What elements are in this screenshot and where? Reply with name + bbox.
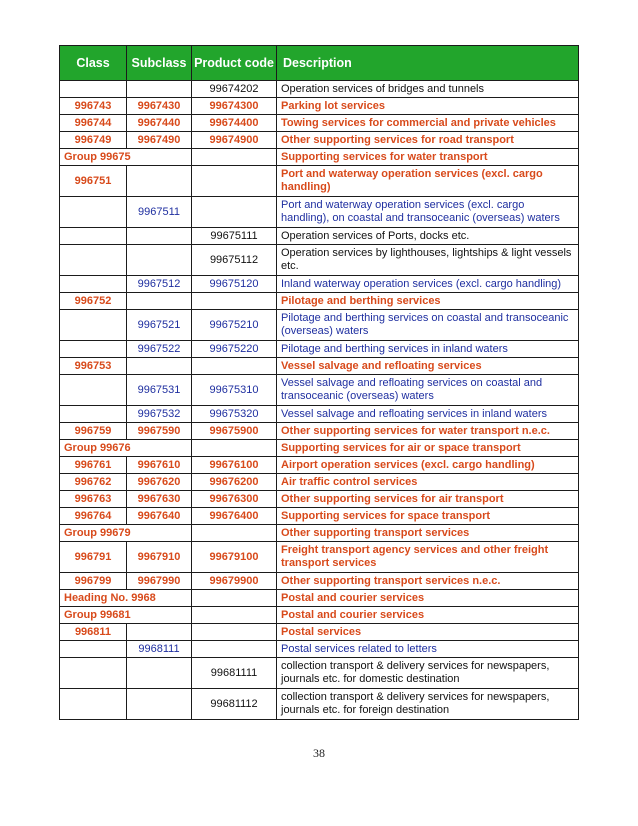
description-cell: Supporting services for water transport — [277, 149, 579, 166]
code-cell — [192, 197, 277, 228]
code-cell: 99674202 — [192, 81, 277, 98]
subclass-cell — [127, 245, 192, 276]
class-cell: 996751 — [60, 166, 127, 197]
description-cell: Operation services by lighthouses, lightships & light vessels etc. — [277, 245, 579, 276]
subclass-cell: 9967512 — [127, 276, 192, 293]
subclass-cell: 9967610 — [127, 457, 192, 474]
description-cell: Postal services — [277, 624, 579, 641]
code-cell: 99675120 — [192, 276, 277, 293]
description-cell: Inland waterway operation services (excl. cargo handling) — [277, 276, 579, 293]
code-cell — [192, 149, 277, 166]
header-description: Description — [277, 46, 579, 81]
description-cell: Airport operation services (excl. cargo handling) — [277, 457, 579, 474]
table-row — [60, 689, 579, 720]
class-cell: 996744 — [60, 115, 127, 132]
code-cell: 99679900 — [192, 573, 277, 590]
description-cell: Postal and courier services — [277, 607, 579, 624]
group-row — [60, 525, 579, 542]
description-cell: Air traffic control services — [277, 474, 579, 491]
subclass-cell: 9967910 — [127, 542, 192, 573]
table-row — [60, 508, 579, 525]
code-cell: 99681112 — [192, 689, 277, 720]
table-row — [60, 358, 579, 375]
code-cell: 99675310 — [192, 375, 277, 406]
class-cell: 996752 — [60, 293, 127, 310]
class-cell: 996762 — [60, 474, 127, 491]
subclass-cell: 9967511 — [127, 197, 192, 228]
code-cell: 99674900 — [192, 132, 277, 149]
class-cell: 996811 — [60, 624, 127, 641]
code-cell — [192, 641, 277, 658]
group-row — [60, 149, 579, 166]
table-row — [60, 658, 579, 689]
table-row — [60, 542, 579, 573]
header-subclass: Subclass — [127, 46, 192, 81]
group-row — [60, 440, 579, 457]
table-row — [60, 406, 579, 423]
subclass-cell — [127, 358, 192, 375]
description-cell: Supporting services for space transport — [277, 508, 579, 525]
subclass-cell: 9967990 — [127, 573, 192, 590]
description-cell: Towing services for commercial and private vehicles — [277, 115, 579, 132]
description-cell: Freight transport agency services and other freight transport services — [277, 542, 579, 573]
description-cell: Vessel salvage and refloating services — [277, 358, 579, 375]
class-cell: 996761 — [60, 457, 127, 474]
code-cell: 99675900 — [192, 423, 277, 440]
description-cell: Pilotage and berthing services — [277, 293, 579, 310]
group-row — [60, 607, 579, 624]
heading-row — [60, 590, 579, 607]
class-cell: 996743 — [60, 98, 127, 115]
code-cell — [192, 358, 277, 375]
class-cell — [60, 341, 127, 358]
description-cell: Pilotage and berthing services in inland waters — [277, 341, 579, 358]
description-cell: collection transport & delivery services for newspapers, journals etc. for foreign destination — [277, 689, 579, 720]
class-cell — [60, 641, 127, 658]
class-cell — [60, 375, 127, 406]
code-cell: 99674300 — [192, 98, 277, 115]
subclass-cell: 9967630 — [127, 491, 192, 508]
description-cell: Other supporting services for air transport — [277, 491, 579, 508]
table-row — [60, 293, 579, 310]
subclass-cell — [127, 228, 192, 245]
code-cell — [192, 525, 277, 542]
table-header-row — [60, 46, 579, 81]
code-cell: 99675112 — [192, 245, 277, 276]
class-cell — [60, 197, 127, 228]
class-cell: 996749 — [60, 132, 127, 149]
subclass-cell: 9967490 — [127, 132, 192, 149]
description-cell: Other supporting transport services — [277, 525, 579, 542]
header-class: Class — [60, 46, 127, 81]
code-cell — [192, 166, 277, 197]
table-row — [60, 166, 579, 197]
description-cell: Other supporting transport services n.e.c. — [277, 573, 579, 590]
group-label: Group 99675 — [60, 149, 192, 166]
code-cell: 99676300 — [192, 491, 277, 508]
description-cell: Operation services of Ports, docks etc. — [277, 228, 579, 245]
code-cell: 99676200 — [192, 474, 277, 491]
class-cell: 996759 — [60, 423, 127, 440]
code-cell: 99675210 — [192, 310, 277, 341]
table-row — [60, 115, 579, 132]
class-cell — [60, 81, 127, 98]
table-row — [60, 276, 579, 293]
description-cell: Supporting services for air or space transport — [277, 440, 579, 457]
heading-label: Heading No. 9968 — [60, 590, 192, 607]
subclass-cell: 9967430 — [127, 98, 192, 115]
code-cell: 99675320 — [192, 406, 277, 423]
table-row — [60, 197, 579, 228]
class-cell — [60, 228, 127, 245]
table-row — [60, 132, 579, 149]
code-cell: 99674400 — [192, 115, 277, 132]
table-row — [60, 310, 579, 341]
class-cell: 996753 — [60, 358, 127, 375]
code-cell: 99675111 — [192, 228, 277, 245]
table-row — [60, 457, 579, 474]
class-cell — [60, 276, 127, 293]
description-cell: Other supporting services for road transport — [277, 132, 579, 149]
group-label: Group 99681 — [60, 607, 192, 624]
class-cell — [60, 245, 127, 276]
table-row — [60, 423, 579, 440]
subclass-cell: 9967440 — [127, 115, 192, 132]
group-label: Group 99676 — [60, 440, 192, 457]
code-cell: 99681111 — [192, 658, 277, 689]
description-cell: Parking lot services — [277, 98, 579, 115]
subclass-cell — [127, 293, 192, 310]
table-row — [60, 491, 579, 508]
table-row — [60, 341, 579, 358]
description-cell: Port and waterway operation services (excl. cargo handling) — [277, 166, 579, 197]
class-cell — [60, 689, 127, 720]
subclass-cell — [127, 81, 192, 98]
subclass-cell — [127, 658, 192, 689]
description-cell: collection transport & delivery services for newspapers, journals etc. for domestic destination — [277, 658, 579, 689]
subclass-cell: 9967521 — [127, 310, 192, 341]
code-cell — [192, 440, 277, 457]
table-row — [60, 573, 579, 590]
table-row — [60, 641, 579, 658]
class-cell: 996799 — [60, 573, 127, 590]
header-product-code: Product code — [192, 46, 277, 81]
table-row — [60, 375, 579, 406]
group-label: Group 99679 — [60, 525, 192, 542]
description-cell: Pilotage and berthing services on coastal and transoceanic (overseas) waters — [277, 310, 579, 341]
subclass-cell: 9968111 — [127, 641, 192, 658]
code-cell — [192, 590, 277, 607]
code-cell — [192, 293, 277, 310]
description-cell: Other supporting services for water transport n.e.c. — [277, 423, 579, 440]
code-cell: 99675220 — [192, 341, 277, 358]
subclass-cell — [127, 624, 192, 641]
description-cell: Port and waterway operation services (excl. cargo handling), on coastal and transoceanic (overseas) waters — [277, 197, 579, 228]
code-cell: 99676100 — [192, 457, 277, 474]
table-row — [60, 474, 579, 491]
table-row — [60, 624, 579, 641]
code-cell — [192, 624, 277, 641]
description-cell: Postal and courier services — [277, 590, 579, 607]
subclass-cell — [127, 166, 192, 197]
code-cell: 99679100 — [192, 542, 277, 573]
subclass-cell: 9967640 — [127, 508, 192, 525]
table-row — [60, 98, 579, 115]
code-cell: 99676400 — [192, 508, 277, 525]
subclass-cell: 9967590 — [127, 423, 192, 440]
subclass-cell: 9967522 — [127, 341, 192, 358]
code-cell — [192, 607, 277, 624]
class-cell: 996791 — [60, 542, 127, 573]
page-number: 38 — [313, 746, 325, 760]
subclass-cell: 9967620 — [127, 474, 192, 491]
table-row — [60, 245, 579, 276]
class-cell — [60, 310, 127, 341]
class-cell: 996764 — [60, 508, 127, 525]
class-cell — [60, 406, 127, 423]
description-cell: Vessel salvage and refloating services in inland waters — [277, 406, 579, 423]
description-cell: Operation services of bridges and tunnels — [277, 81, 579, 98]
subclass-cell: 9967532 — [127, 406, 192, 423]
services-classification-table — [59, 45, 579, 720]
table-row — [60, 81, 579, 98]
description-cell: Vessel salvage and refloating services on coastal and transoceanic (overseas) waters — [277, 375, 579, 406]
class-cell: 996763 — [60, 491, 127, 508]
class-cell — [60, 658, 127, 689]
subclass-cell — [127, 689, 192, 720]
description-cell: Postal services related to letters — [277, 641, 579, 658]
table-row — [60, 228, 579, 245]
subclass-cell: 9967531 — [127, 375, 192, 406]
